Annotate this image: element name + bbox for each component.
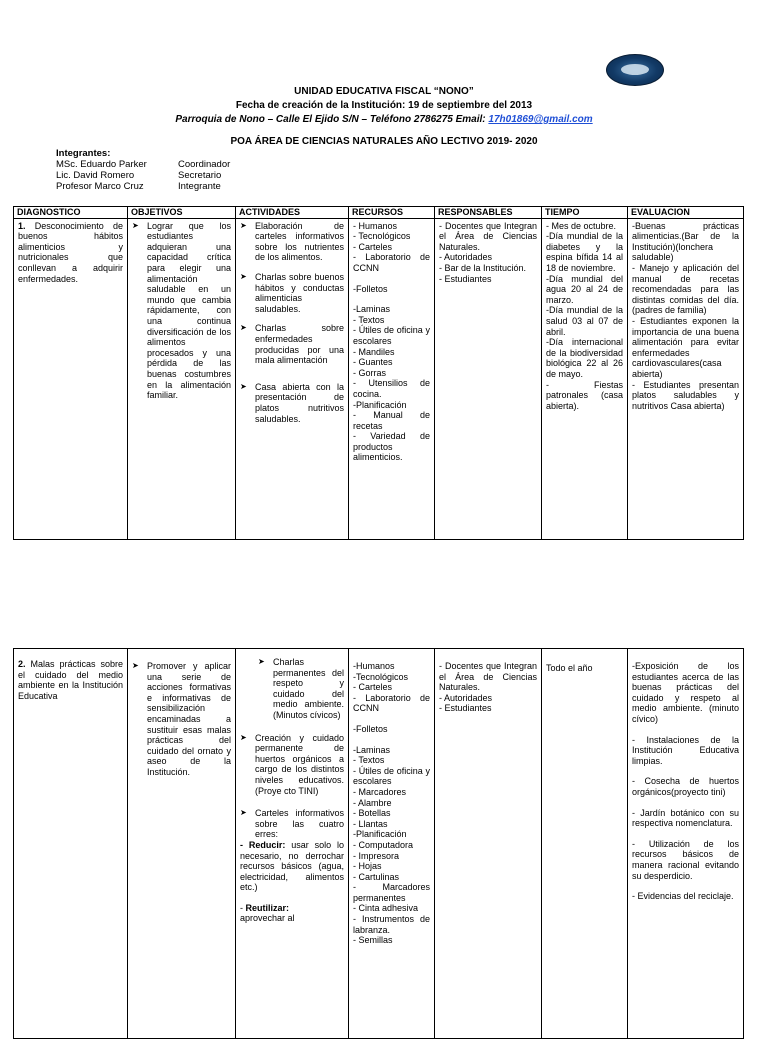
cell-evaluacion xyxy=(628,649,744,1039)
responsable-item: - Docentes que Integran el Área de Ciencias Naturales. xyxy=(439,661,537,693)
spacer xyxy=(632,766,739,776)
email-link[interactable]: 17h01869@gmail.com xyxy=(488,114,593,125)
recurso-item: - Tecnológicos xyxy=(353,231,411,242)
responsable-item: - Autoridades xyxy=(439,692,493,703)
evaluacion-item: - Evidencias del reciclaje. xyxy=(632,891,734,902)
poa-title: POA ÁREA DE CIENCIAS NATURALES AÑO LECTIVO 2019- 2020 xyxy=(230,136,538,147)
reutilizar-prefix: - xyxy=(240,902,246,913)
member-name: MSc. Eduardo Parker xyxy=(56,159,147,170)
recurso-item: -Laminas xyxy=(353,304,391,315)
objetivos-list xyxy=(132,221,231,401)
cell-responsables xyxy=(435,649,542,1039)
table-header-row xyxy=(14,207,744,219)
recurso-item: - Humanos xyxy=(353,220,398,231)
recurso-item: - Instrumentos de labranza. xyxy=(353,914,430,935)
member-role: Integrante xyxy=(178,181,221,192)
cell-tiempo xyxy=(542,649,628,1039)
recurso-item: - Computadora xyxy=(353,839,414,850)
tiempo-item: - Fiestas patronales (casa abierta). xyxy=(546,379,623,411)
school-name: UNIDAD EDUCATIVA FISCAL “NONO” xyxy=(294,86,474,97)
recurso-item: - Útiles de oficina y escolares xyxy=(353,765,430,787)
spacer xyxy=(632,829,739,839)
header-diagnostico: DIAGNOSTICO xyxy=(14,207,128,219)
diagnostico-text: Malas prácticas sobre el cuidado del medio ambiente en la Institución Educativa xyxy=(18,659,123,701)
member-role: Coordinador xyxy=(178,159,231,170)
responsable-item: - Autoridades xyxy=(439,252,493,263)
recurso-item: -Folletos xyxy=(353,283,388,294)
table-row xyxy=(14,218,744,539)
responsable-item: - Estudiantes xyxy=(439,703,492,714)
reutilizar-item xyxy=(240,903,344,914)
founded-date: Fecha de creación de la Institución: 19 de septiembre del 2013 xyxy=(235,100,533,111)
recurso-item: - Manual de recetas xyxy=(353,410,430,431)
cell-objetivos xyxy=(128,649,236,1039)
member-role: Secretario xyxy=(178,170,222,181)
recurso-item: -Tecnológicos xyxy=(353,671,409,682)
list-item: ➤ Promover y aplicar una serie de acciones formativas e informativas de sensibilización encaminadas a sustituir esas malas prácticas del cuidado del ornato y aseo de la Institución. xyxy=(132,661,231,778)
table-row xyxy=(14,649,744,1039)
recurso-item: - Botellas xyxy=(353,808,391,819)
evaluacion-item: - Manejo y aplicación del manual de recetas recomendadas para las distintas comidas del día.(padres de familia) xyxy=(632,262,739,316)
recurso-item: - Laboratorio de CCNN xyxy=(353,692,430,714)
members-title: Integrantes: xyxy=(56,148,111,159)
header-recursos: RECURSOS xyxy=(349,207,435,219)
cell-responsables xyxy=(435,218,542,539)
list-item: ➤ Creación y cuidado permanente de huertos orgánicos a cargo de los distintos niveles educativos.(Proye cto TINI) xyxy=(240,733,344,797)
recurso-item: - Laboratorio de CCNN xyxy=(353,252,430,273)
member-row xyxy=(56,181,230,192)
actividades-list xyxy=(240,221,344,425)
cell-recursos xyxy=(349,218,435,539)
cell-diagnostico xyxy=(14,218,128,539)
evaluacion-item: - Utilización de los recursos básicos de manera racional evitando su desperdicio. xyxy=(632,838,739,881)
member-row xyxy=(56,159,230,170)
spacer xyxy=(353,294,430,304)
cell-actividades xyxy=(236,649,349,1039)
poa-table-1 xyxy=(13,206,744,540)
list-item: ➤ Carteles informativos sobre las cuatro erres: xyxy=(240,808,344,840)
evaluacion-item: -Buenas prácticas alimenticias.(Bar de la Institución)(lonchera saludable) xyxy=(632,220,739,263)
list-item: ➤ Casa abierta con la presentación de platos nutritivos saludables. xyxy=(240,382,344,424)
recurso-item: - Semillas xyxy=(353,935,393,946)
spacer xyxy=(632,725,739,735)
reducir-label: - Reducir: xyxy=(240,839,286,850)
recurso-item: - Cartulinas xyxy=(353,871,400,882)
tiempo-item: -Día mundial de la salud 03 al 07 de abril. xyxy=(546,305,623,337)
responsable-item: - Bar de la Institución. xyxy=(439,262,527,273)
evaluacion-item: -Exposición de los estudiantes acerca de las buenas prácticas del cuidado y respeto al medio ambiente. (minuto cívico) xyxy=(632,661,739,724)
header-objetivos: OBJETIVOS xyxy=(128,207,236,219)
cell-evaluacion xyxy=(628,218,744,539)
member-name: Lic. David Romero xyxy=(56,170,135,181)
diagnostico-number: 1. xyxy=(18,220,26,231)
spacer xyxy=(353,735,430,745)
responsable-item: - Estudiantes xyxy=(439,273,492,284)
list-item: ➤ Charlas sobre buenos hábitos y conductas alimenticias saludables. xyxy=(240,272,344,314)
recurso-item: - Carteles xyxy=(353,682,393,693)
recurso-item: -Humanos xyxy=(353,661,395,671)
recurso-item: - Útiles de oficina y escolares xyxy=(353,325,430,346)
evaluacion-item: - Estudiantes exponen la importancia de una buena alimentación para evitar enfermedades cardiovasculares(casa abierta) xyxy=(632,315,739,379)
member-row xyxy=(56,170,230,181)
recurso-item: - Impresora xyxy=(353,850,400,861)
recurso-item: - Cinta adhesiva xyxy=(353,903,419,914)
cell-objetivos xyxy=(128,218,236,539)
member-name: Profesor Marco Cruz xyxy=(56,181,144,192)
members-block xyxy=(56,148,230,192)
recurso-item: -Laminas xyxy=(353,744,391,755)
cell-recursos xyxy=(349,649,435,1039)
recurso-item: - Mandiles xyxy=(353,346,395,357)
tiempo-item: - Mes de octubre. xyxy=(546,220,617,231)
tiempo-item: -Día internacional de la biodiversidad biológica 22 al 26 de mayo. xyxy=(546,337,623,379)
spacer xyxy=(632,798,739,808)
recurso-item: - Hojas xyxy=(353,861,382,872)
recurso-item: - Alambre xyxy=(353,797,392,808)
cell-tiempo xyxy=(542,218,628,539)
header-actividades: ACTIVIDADES xyxy=(236,207,349,219)
poa-table-2 xyxy=(13,648,744,1039)
reducir-item xyxy=(240,840,344,893)
recurso-item: - Guantes xyxy=(353,357,393,368)
list-item: ➤ Lograr que los estudiantes adquieran una capacidad crítica para elegir una alimentación saludable en un mundo que cambia rápidamente, con una continua diversificación de los alimentos procesados y una pérdida de las buenas costumbres en la alimentación familiar. xyxy=(132,221,231,401)
tiempo-item: -Día mundial de la diabetes y la espina bífida 14 al 18 de noviembre. xyxy=(546,231,623,273)
recurso-item: - Carteles xyxy=(353,241,393,252)
spacer xyxy=(632,881,739,891)
tiempo-item: -Día mundial del agua 20 al 24 de marzo. xyxy=(546,273,623,305)
recurso-item: - Gorras xyxy=(353,367,387,378)
spacer xyxy=(240,893,344,903)
reutilizar-label: Reutilizar: xyxy=(245,902,290,913)
address-text: Parroquia de Nono – Calle El Ejido S/N – Teléfono 2786275 Email: xyxy=(175,114,489,125)
tiempo-text: Todo el año xyxy=(546,663,593,673)
spacer xyxy=(353,274,430,284)
cell-actividades xyxy=(236,218,349,539)
recurso-item: - Textos xyxy=(353,755,385,766)
header-responsables: RESPONSABLES xyxy=(435,207,542,219)
actividades-list xyxy=(240,733,344,840)
school-logo xyxy=(606,54,664,86)
recurso-item: -Folletos xyxy=(353,723,388,734)
reducir-text: usar solo lo necesario, no derrochar recursos básicos (agua, electricidad, alimentos etc.) xyxy=(240,839,344,893)
diagnostico-number: 2. xyxy=(18,659,26,669)
recurso-item: - Marcadores permanentes xyxy=(353,882,430,903)
header-tiempo: TIEMPO xyxy=(542,207,628,219)
cell-diagnostico xyxy=(14,649,128,1039)
recurso-item: - Marcadores xyxy=(353,786,407,797)
spacer xyxy=(353,714,430,724)
recurso-item: -Planificación xyxy=(353,399,407,410)
address-line xyxy=(0,114,768,125)
responsable-item: - Docentes que Integran el Área de Ciencias Naturales. xyxy=(439,220,537,252)
evaluacion-item: - Instalaciones de la Institución Educativa limpias. xyxy=(632,734,739,766)
objetivos-list xyxy=(132,661,231,778)
recurso-item: - Llantas xyxy=(353,818,388,829)
recurso-item: -Planificación xyxy=(353,829,407,840)
list-item: ➤ Elaboración de carteles informativos sobre los nutrientes de los alimentos. xyxy=(240,221,344,263)
recurso-item: - Utensilios de cocina. xyxy=(353,378,430,399)
actividades-list-indented xyxy=(240,657,344,721)
diagnostico-text: Desconocimiento de buenos hábitos alimenticios y nutricionales que conllevan a adquirir enfermedades. xyxy=(18,220,123,284)
list-item: ➤ Charlas permanentes del respeto y cuidado del medio ambiente. (Minutos cívicos) xyxy=(258,657,344,721)
evaluacion-item: - Jardín botánico con su respectiva nomenclatura. xyxy=(632,807,739,829)
evaluacion-item: - Estudiantes presentan platos saludables y nutritivos Casa abierta) xyxy=(632,379,739,411)
reutilizar-text: aprovechar al xyxy=(240,913,295,924)
evaluacion-item: - Cosecha de huertos orgánicos(proyecto tini) xyxy=(632,776,739,797)
header-evaluacion: EVALUACION xyxy=(628,207,744,219)
list-item: ➤ Charlas sobre enfermedades producidas por una mala alimentación xyxy=(240,323,344,365)
recurso-item: - Textos xyxy=(353,314,385,325)
recurso-item: - Variedad de productos alimenticios. xyxy=(353,431,430,463)
